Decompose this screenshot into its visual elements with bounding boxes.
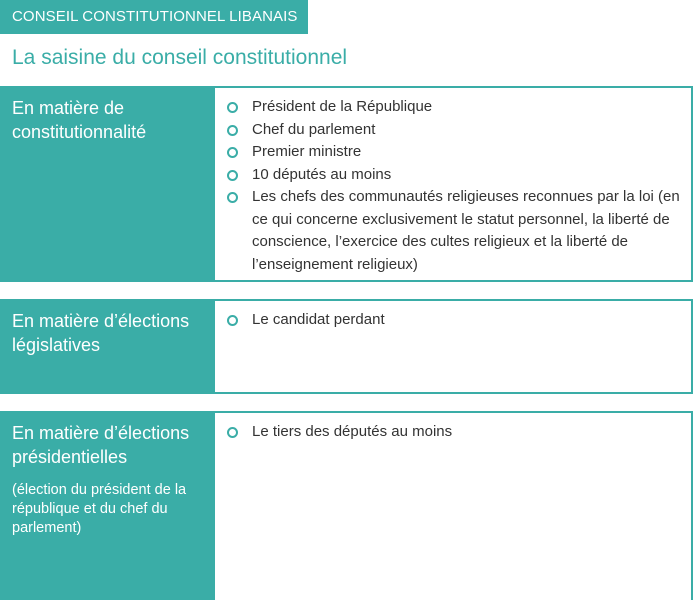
section-body <box>215 299 693 394</box>
section-body <box>215 86 693 282</box>
list-item <box>227 309 681 332</box>
section-note: (élection du président de la république et du chef du parlement) <box>12 482 187 536</box>
section-label: En matière de constitutionnalité <box>12 98 147 142</box>
list-item <box>227 119 681 142</box>
circle-bullet-icon <box>227 170 238 181</box>
section-elections-presidentielles <box>0 411 693 600</box>
list-item <box>227 421 681 444</box>
item-list <box>227 96 681 276</box>
section-constitutionnalite <box>0 86 693 282</box>
header-label: CONSEIL CONSTITUTIONNEL LIBANAIS <box>12 8 298 25</box>
page-title: La saisine du conseil constitutionnel <box>12 46 348 69</box>
list-item-text: Chef du parlement <box>252 120 376 138</box>
circle-bullet-icon <box>227 147 238 158</box>
section-label-panel <box>0 299 215 394</box>
list-item-text: Président de la République <box>252 98 433 115</box>
section-body <box>215 411 693 600</box>
list-item <box>227 96 681 119</box>
circle-bullet-icon <box>227 427 238 438</box>
list-item-text: Le tiers des députés au moins <box>252 423 453 440</box>
section-label-panel <box>0 86 215 282</box>
circle-bullet-icon <box>227 192 238 203</box>
list-item <box>227 141 681 164</box>
section-label: En matière d’élections législatives <box>12 311 190 355</box>
circle-bullet-icon <box>227 102 238 113</box>
list-item-text: Le candidat perdant <box>252 311 385 328</box>
circle-bullet-icon <box>227 315 238 326</box>
list-item <box>227 186 681 276</box>
item-list <box>227 309 681 332</box>
section-elections-legislatives <box>0 299 693 394</box>
section-label-panel <box>0 411 215 600</box>
list-item-text: Les chefs des communautés religieuses reconnues par la loi (en ce qui concerne exclusivement le statut personnel, la liberté de conscience, l’exercice des cultes religieux et la liberté de l’enseignement religieux) <box>252 188 680 273</box>
item-list <box>227 421 681 444</box>
section-label: En matière d’élections présidentielles <box>12 423 190 467</box>
header-banner <box>0 0 308 34</box>
list-item-text: 10 députés au moins <box>252 165 392 183</box>
circle-bullet-icon <box>227 125 238 136</box>
list-item-text: Premier ministre <box>252 143 362 160</box>
list-item <box>227 164 681 187</box>
